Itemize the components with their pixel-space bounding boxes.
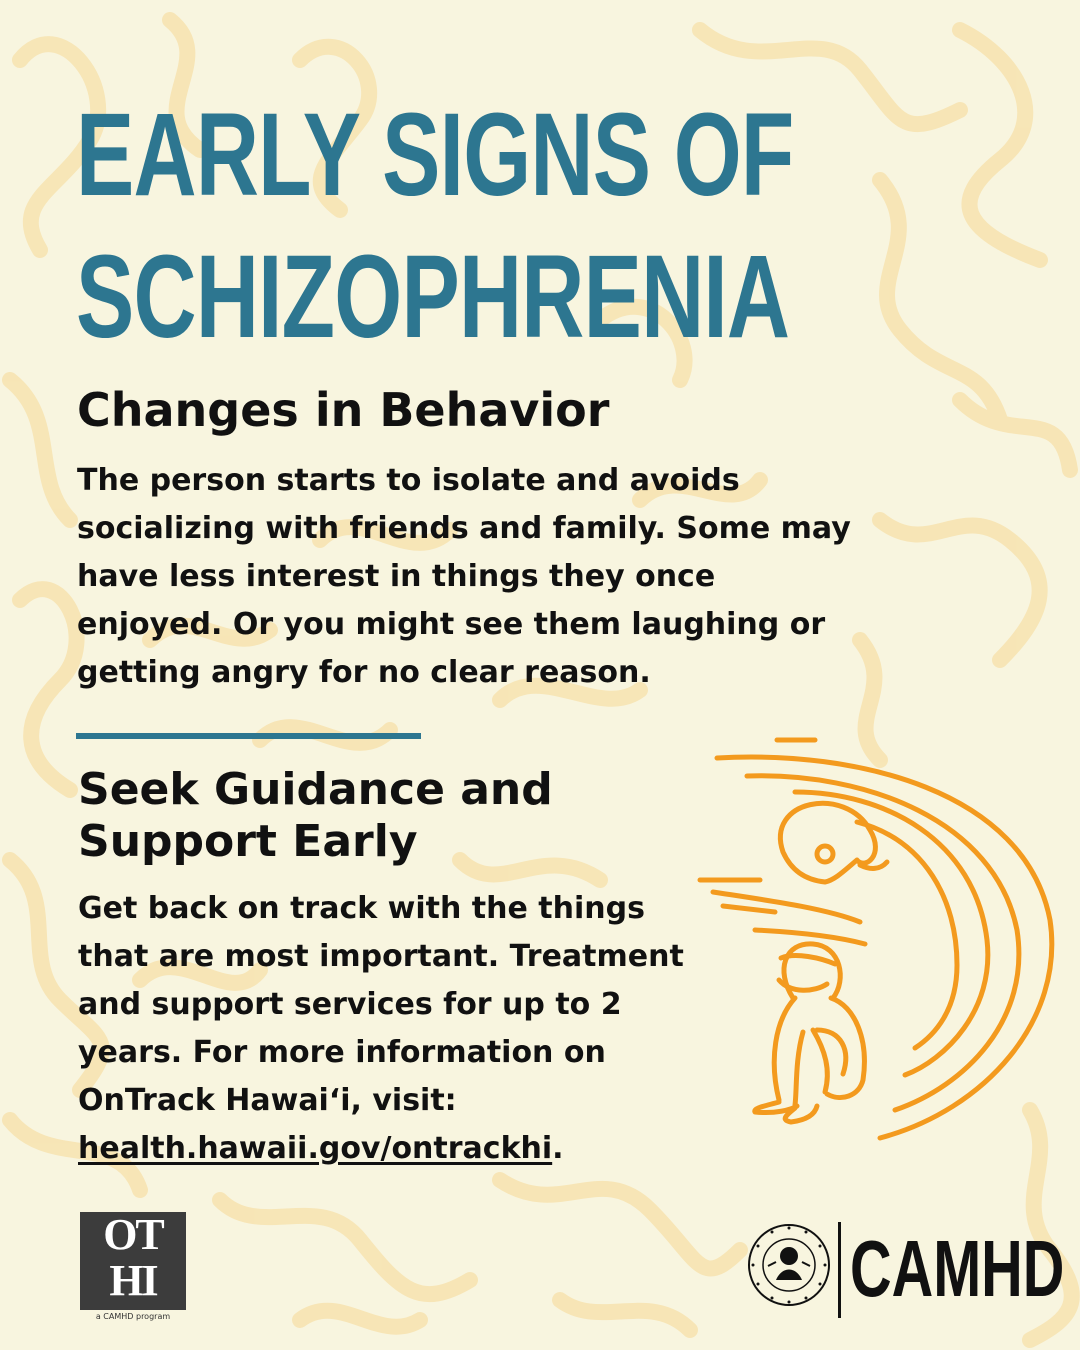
othi-caption: a CAMHD program bbox=[95, 1312, 171, 1321]
othi-logo bbox=[80, 1212, 186, 1310]
section-heading-support: Seek Guidance and Support Early bbox=[78, 764, 553, 867]
section-heading-behavior: Changes in Behavior bbox=[77, 383, 610, 437]
section-body-support bbox=[78, 885, 718, 1173]
title-line-1: EARLY SIGNS OF bbox=[76, 89, 794, 221]
title-line-2: SCHIZOPHRENIA bbox=[76, 231, 790, 363]
camhd-logo: CAMHD bbox=[850, 1224, 1065, 1313]
othi-logo-line-2: HI bbox=[109, 1256, 157, 1305]
link-suffix: . bbox=[552, 1131, 564, 1166]
person-hugging-knees-illustration bbox=[695, 730, 1065, 1150]
logo-divider bbox=[838, 1222, 841, 1318]
page-title bbox=[76, 84, 793, 368]
othi-logo-line-1: OT bbox=[103, 1210, 163, 1259]
support-text: Get back on track with the things that are most important. Treatment and support services for up to 2 years. For more information on OnTrack Hawai‘i, visit: bbox=[78, 891, 684, 1118]
state-seal-icon bbox=[746, 1222, 832, 1308]
section-body-behavior: The person starts to isolate and avoids socializing with friends and family. Some may have less interest in things they once enjoyed. Or you might see them laughing or getting angry for no clear reason. bbox=[77, 463, 851, 690]
section-divider bbox=[76, 733, 421, 739]
ontrack-link[interactable]: health.hawaii.gov/ontrackhi bbox=[78, 1131, 553, 1166]
